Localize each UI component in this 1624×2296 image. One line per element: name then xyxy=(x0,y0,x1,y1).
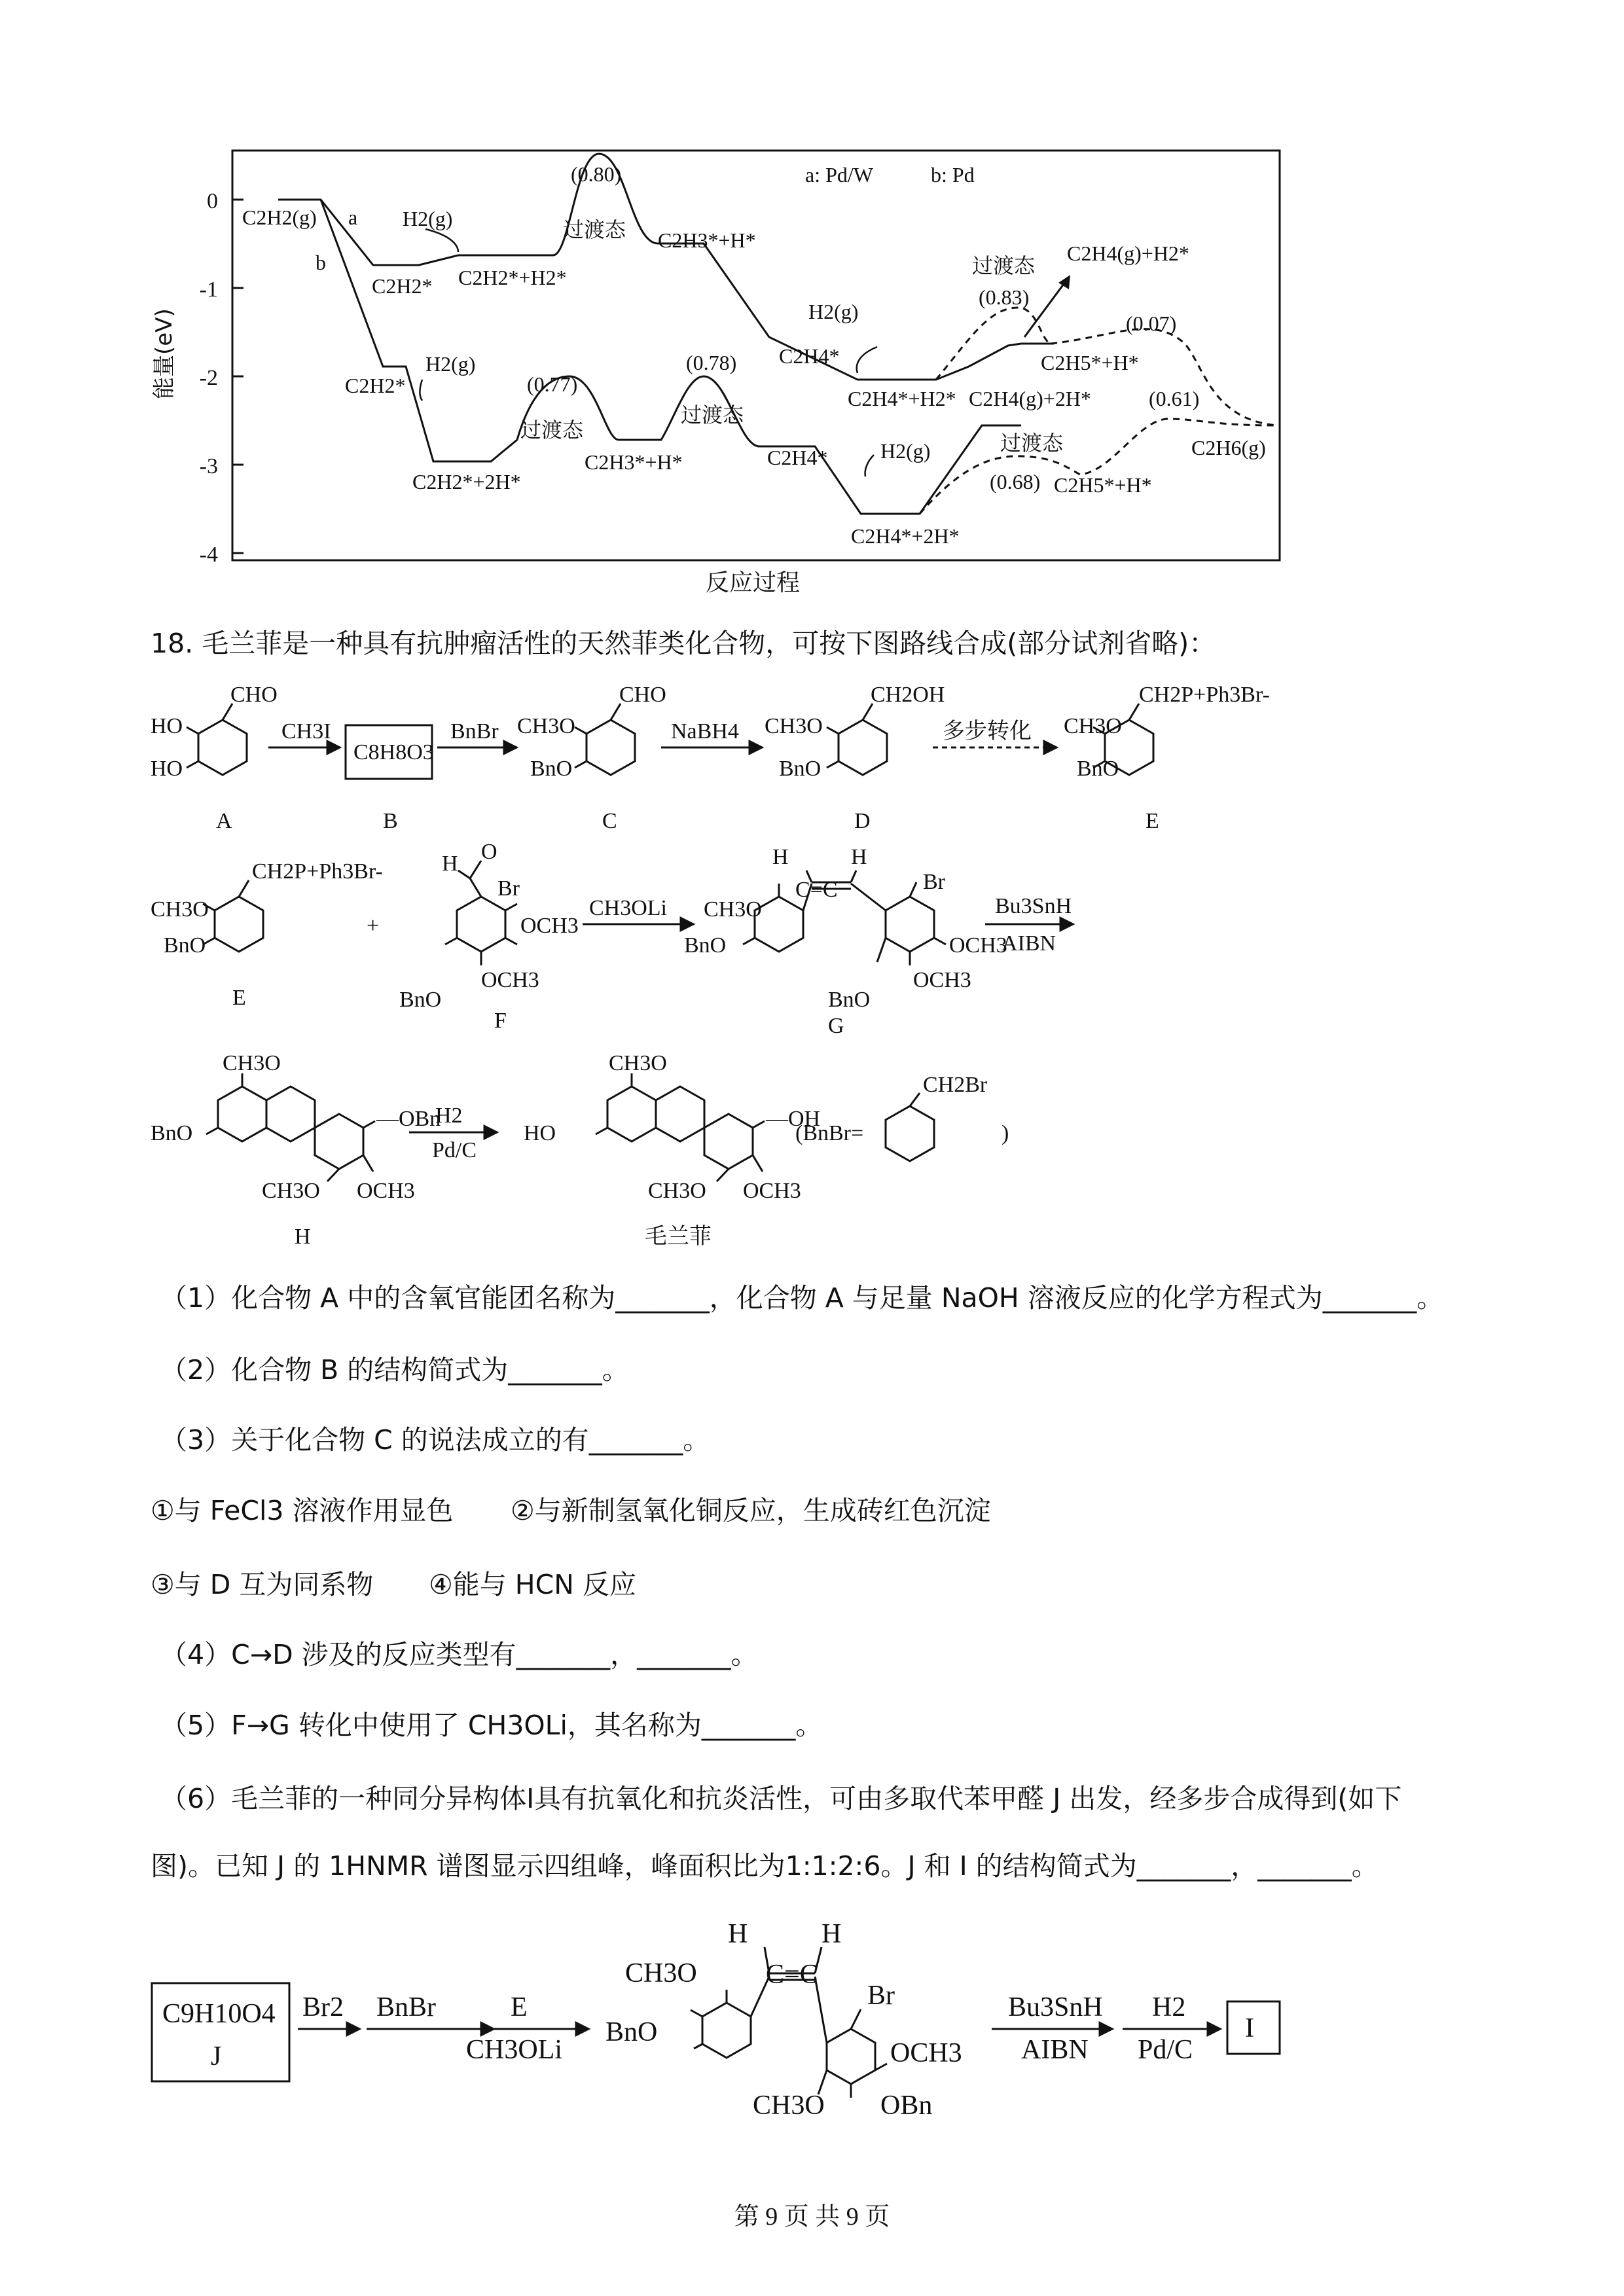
svg-text:HO: HO xyxy=(151,714,183,738)
b-prod1: C2H4(g)+2H* xyxy=(969,387,1091,410)
svg-text:CH3O: CH3O xyxy=(704,897,762,922)
s2-bu3snh: Bu3SnH xyxy=(1008,1992,1103,2022)
y-tick-2: -2 xyxy=(199,366,218,390)
b-h2-2: H2(g) xyxy=(880,439,931,463)
svg-text:C=C: C=C xyxy=(795,878,838,902)
r-ch3oli: CH3OLi xyxy=(589,896,667,920)
svg-text:BnO: BnO xyxy=(1077,757,1119,781)
r-multistep: 多步转化 xyxy=(943,718,1032,744)
s2-pdc: Pd/C xyxy=(1138,2035,1193,2065)
svg-text:OCH3: OCH3 xyxy=(357,1179,415,1203)
ring-D xyxy=(839,720,887,775)
svg-text:CH3O: CH3O xyxy=(609,1051,667,1075)
b-ts3-value: (0.68) xyxy=(990,470,1041,493)
label-F: F xyxy=(494,1009,507,1033)
svg-text:O: O xyxy=(481,840,497,864)
svg-text:CH3O: CH3O xyxy=(1064,714,1122,738)
a-ts1: 过渡态 xyxy=(563,217,626,242)
label-B: B xyxy=(383,809,398,833)
b-int4: C2H4* xyxy=(767,446,828,469)
ring-G2 xyxy=(886,897,934,952)
label-D: D xyxy=(854,809,871,833)
svg-text:H: H xyxy=(821,1919,842,1949)
J-label: J xyxy=(211,2041,222,2072)
ring-H1 xyxy=(218,1086,266,1141)
label-E: E xyxy=(1146,809,1159,833)
b-int2: C2H2*+2H* xyxy=(412,470,521,493)
b-int6: C2H5*+H* xyxy=(1054,473,1152,497)
q18-opt3: ③与 D 互为同系物 xyxy=(151,1569,374,1600)
product-arrow xyxy=(1024,281,1066,337)
svg-text:HO: HO xyxy=(151,757,183,781)
b-ts3: 过渡态 xyxy=(1000,431,1064,456)
a-h2-2: H2(g) xyxy=(808,300,859,323)
svg-text:CH3O: CH3O xyxy=(648,1179,706,1203)
b-ts2: 过渡态 xyxy=(681,403,744,427)
svg-text:CH2OH: CH2OH xyxy=(871,683,945,707)
label-A: A xyxy=(216,809,232,833)
q18-sub1: （1）化合物 A 中的含氧官能团名称为_______，化合物 A 与足量 NaOH 溶液反应的化学方程式为_______。 xyxy=(160,1282,1444,1314)
energy-diagram xyxy=(0,0,1624,602)
svg-text:BnO: BnO xyxy=(164,933,206,958)
svg-text:BnO: BnO xyxy=(605,2017,658,2047)
a-prod1: C2H4(g)+H2* xyxy=(1067,242,1189,265)
svg-text:+: + xyxy=(367,914,380,938)
ring-S2b xyxy=(827,2029,875,2084)
svg-text:BnO: BnO xyxy=(530,757,573,781)
ring-G1 xyxy=(755,897,803,952)
q18-opt1: ①与 FeCl3 溶液作用显色 xyxy=(151,1495,454,1526)
q18-intro: 18. 毛兰菲是一种具有抗肿瘤活性的天然菲类化合物，可按下图路线合成(部分试剂省略)： xyxy=(151,628,1216,659)
label-product: 毛兰菲 xyxy=(645,1223,712,1249)
svg-text:CH3O: CH3O xyxy=(151,897,209,922)
a-int4: C2H4* xyxy=(779,344,840,368)
a-int3: C2H3*+H* xyxy=(658,228,756,252)
a-ads2: C2H2*+H2* xyxy=(458,266,567,289)
a-ts3-value: (0.07) xyxy=(1126,312,1177,335)
b-ads1: C2H2* xyxy=(345,374,406,397)
b-int3: C2H3*+H* xyxy=(585,450,683,474)
svg-text:Br: Br xyxy=(867,1981,895,2011)
ring-A xyxy=(198,720,247,775)
path-a-dashed-2 xyxy=(1051,329,1276,425)
synthesis-scheme xyxy=(0,674,1624,1263)
s2-br2: Br2 xyxy=(302,1992,344,2022)
path-a-curve xyxy=(278,154,1021,380)
svg-text:C=C: C=C xyxy=(766,1960,818,1990)
ring-Bn xyxy=(886,1106,934,1161)
a-int5: C2H4*+H2* xyxy=(848,387,956,410)
b-ts1-value: (0.77) xyxy=(527,372,578,396)
b-ts1: 过渡态 xyxy=(520,418,584,442)
svg-text:): ) xyxy=(1001,1121,1009,1145)
s2-bnbr: BnBr xyxy=(376,1992,437,2022)
r-bu3snh: Bu3SnH xyxy=(995,894,1072,918)
svg-text:CH3O: CH3O xyxy=(262,1179,320,1203)
a-ads1: C2H2* xyxy=(372,274,433,298)
svg-text:Br: Br xyxy=(497,876,520,901)
svg-text:OCH3: OCH3 xyxy=(949,933,1007,958)
s2-ch3oli: CH3OLi xyxy=(466,2035,562,2065)
start-label: C2H2(g) xyxy=(242,206,317,229)
label-E2: E xyxy=(232,986,246,1010)
y-tick-4: -4 xyxy=(199,543,218,567)
label-H: H xyxy=(295,1225,311,1249)
final-product: C2H6(g) xyxy=(1191,436,1266,459)
r-h2: H2 xyxy=(435,1103,463,1128)
svg-text:OCH3: OCH3 xyxy=(890,2038,962,2068)
s2-aibn: AIBN xyxy=(1021,2035,1089,2065)
q18-sub3: （3）关于化合物 C 的说法成立的有_______。 xyxy=(160,1424,710,1456)
svg-text:OCH3: OCH3 xyxy=(481,968,539,992)
path-b-dashed xyxy=(920,419,1276,514)
ring-S2a xyxy=(702,2003,751,2058)
synthesis-scheme-2 xyxy=(0,1898,1624,2160)
ring-H2 xyxy=(266,1086,315,1141)
svg-text:CHO: CHO xyxy=(230,683,278,707)
y-axis-label: 能量(eV) xyxy=(151,308,177,399)
I-label: I xyxy=(1245,2013,1254,2043)
svg-text:CH2P+Ph3Br-: CH2P+Ph3Br- xyxy=(252,859,383,884)
r-pdc: Pd/C xyxy=(432,1138,477,1162)
a-ts2-value: (0.83) xyxy=(979,285,1030,309)
b-ts4-value: (0.61) xyxy=(1149,387,1200,410)
svg-text:OBn: OBn xyxy=(880,2090,933,2121)
svg-text:BnO: BnO xyxy=(399,988,442,1012)
svg-text:CH3O: CH3O xyxy=(753,2090,825,2121)
svg-text:BnO: BnO xyxy=(684,933,727,958)
q18-sub2: （2）化合物 B 的结构简式为_______。 xyxy=(160,1354,629,1386)
svg-text:OCH3: OCH3 xyxy=(913,968,971,992)
b-int5: C2H4*+2H* xyxy=(851,524,960,548)
svg-text:CH3O: CH3O xyxy=(517,714,575,738)
svg-text:H: H xyxy=(851,845,867,869)
svg-text:OCH3: OCH3 xyxy=(520,914,579,938)
svg-text:—OH: —OH xyxy=(766,1107,821,1131)
svg-text:HO: HO xyxy=(524,1121,556,1145)
svg-text:BnO: BnO xyxy=(828,988,871,1012)
svg-text:—OBn: —OBn xyxy=(376,1107,441,1131)
ring-C xyxy=(586,720,635,775)
svg-text:OCH3: OCH3 xyxy=(743,1179,801,1203)
svg-text:CH3O: CH3O xyxy=(625,1958,697,1988)
J-formula: C9H10O4 xyxy=(162,1999,276,2029)
label-a: a xyxy=(348,206,358,229)
ring-E2 xyxy=(215,897,263,952)
y-tick-1: -1 xyxy=(199,278,218,302)
label-C: C xyxy=(602,809,617,833)
svg-text:Br: Br xyxy=(923,870,945,894)
s2-h2: H2 xyxy=(1152,1992,1186,2022)
svg-text:CH3O: CH3O xyxy=(765,714,823,738)
x-axis-label: 反应过程 xyxy=(705,569,801,596)
r-aibn: AIBN xyxy=(1001,931,1056,956)
ring-H3 xyxy=(315,1114,363,1169)
r-nabh4: NaBH4 xyxy=(671,719,739,744)
q18-opt4: ④能与 HCN 反应 xyxy=(429,1569,636,1600)
svg-text:H: H xyxy=(772,845,789,869)
svg-text:CH2Br: CH2Br xyxy=(923,1073,988,1097)
ring-P2 xyxy=(656,1086,704,1141)
q18-opt2: ②与新制氢氧化铜反应，生成砖红色沉淀 xyxy=(511,1495,991,1526)
ring-P3 xyxy=(704,1114,753,1169)
s2-E: E xyxy=(511,1992,528,2022)
r-bnbr: BnBr xyxy=(450,719,499,744)
page-footer: 第 9 页 共 9 页 xyxy=(734,2203,890,2231)
label-G: G xyxy=(828,1014,844,1038)
B-formula: C8H8O3 xyxy=(353,740,434,764)
svg-text:H: H xyxy=(442,852,458,876)
a-ts2: 过渡态 xyxy=(972,253,1036,278)
b-h2-1: H2(g) xyxy=(425,352,476,376)
b-ts2-value: (0.78) xyxy=(686,351,737,374)
a-h2-1: H2(g) xyxy=(403,207,453,230)
svg-text:CH3O: CH3O xyxy=(223,1051,281,1075)
svg-text:H: H xyxy=(728,1919,748,1949)
ring-F xyxy=(457,897,505,952)
y-tick-0: 0 xyxy=(207,189,218,213)
ring-P1 xyxy=(607,1086,656,1141)
q18-sub6-line2: 图)。已知 J 的 1HNMR 谱图显示四组峰，峰面积比为1:1:2:6。J 和 I 的结构简式为_______，_______。 xyxy=(151,1850,1379,1882)
svg-text:CHO: CHO xyxy=(619,683,666,707)
q18-sub4: （4）C→D 涉及的反应类型有_______，_______。 xyxy=(160,1639,758,1670)
svg-text:BnO: BnO xyxy=(779,757,821,781)
q18-sub6-line1: （6）毛兰菲的一种同分异构体I具有抗氧化和抗炎活性，可由多取代苯甲醛 J 出发，经多步合成得到(如下 xyxy=(160,1783,1402,1814)
legend-a: a: Pd/W xyxy=(805,163,873,187)
label-b: b xyxy=(316,251,326,274)
legend-b: b: Pd xyxy=(931,163,975,187)
svg-text:CH2P+Ph3Br-: CH2P+Ph3Br- xyxy=(1139,683,1270,707)
a-int6: C2H5*+H* xyxy=(1041,351,1139,374)
y-tick-3: -3 xyxy=(199,454,218,478)
bnbr-def: (BnBr= xyxy=(795,1121,864,1145)
a-ts1-value: (0.80) xyxy=(571,162,622,186)
q18-sub5: （5）F→G 转化中使用了 CH3OLi，其名称为_______。 xyxy=(160,1710,823,1741)
svg-text:BnO: BnO xyxy=(151,1121,193,1145)
r-ch3i: CH3I xyxy=(281,719,331,744)
